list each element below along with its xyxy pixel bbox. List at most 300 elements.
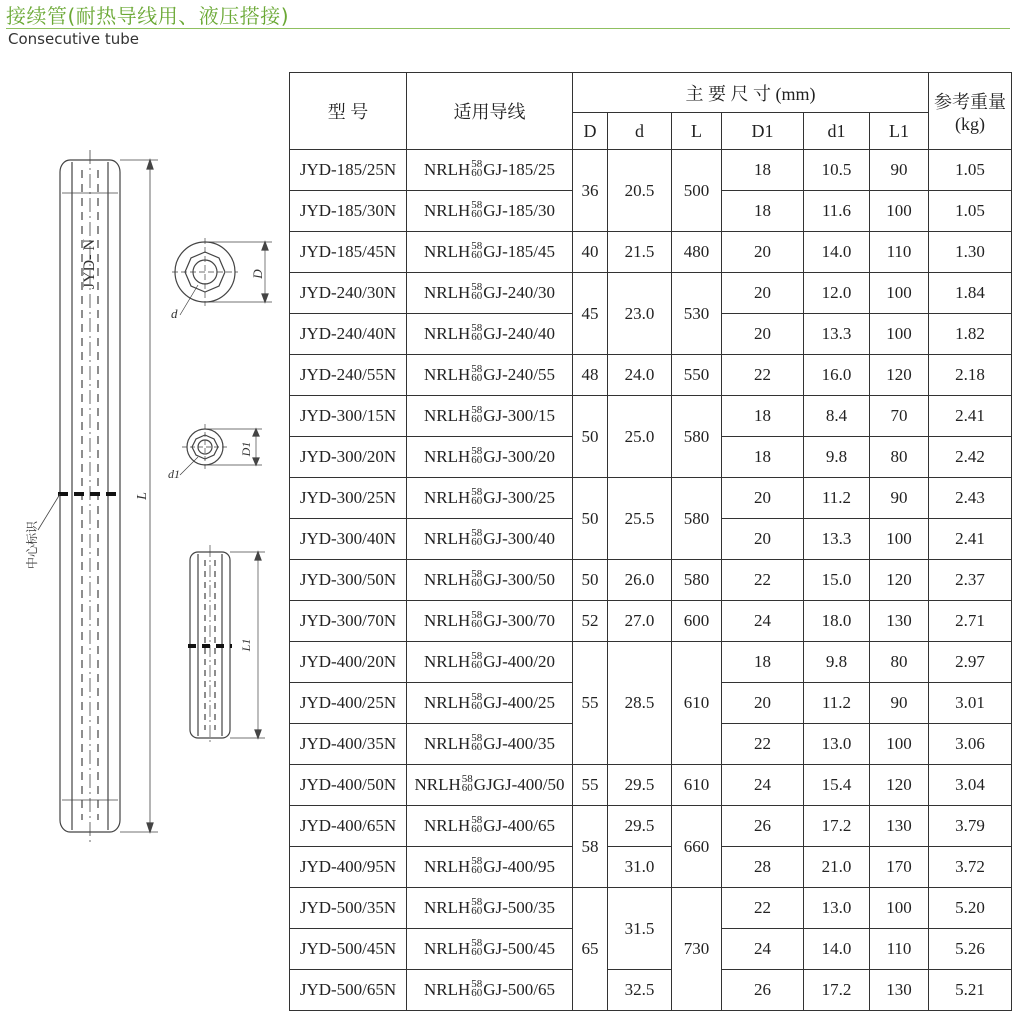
L-cell: 610 [672, 765, 722, 806]
d1-cell: 10.5 [804, 150, 870, 191]
conductor-prefix: NRLH [423, 938, 471, 958]
L1-cell: 100 [870, 273, 929, 314]
table-row [290, 232, 1012, 273]
conductor-cell [407, 191, 573, 232]
header-D1: D1 [722, 113, 804, 150]
header-L1: L1 [870, 113, 929, 150]
model-cell: JYD-400/65N [290, 806, 407, 847]
conductor-sub: 60 [471, 413, 483, 426]
D1-cell: 22 [722, 355, 804, 396]
conductor-sup: 58 [471, 896, 483, 909]
conductor-suffix: GJ-400/25 [483, 692, 556, 712]
conductor-suffix: GJ-400/65 [483, 815, 556, 835]
conductor-prefix: NRLH [423, 159, 471, 179]
header-weight-unit: (kg) [955, 113, 985, 134]
L1-cell: 100 [870, 519, 929, 560]
conductor-sup: 58 [471, 240, 483, 253]
conductor-prefix: NRLH [423, 323, 471, 343]
conductor-suffix: GJ-400/20 [483, 651, 556, 671]
d-cell: 29.5 [608, 765, 672, 806]
weight-cell: 1.82 [929, 314, 1012, 355]
conductor-cell [407, 150, 573, 191]
conductor-sup: 58 [471, 281, 483, 294]
D-cell: 36 [573, 150, 608, 232]
conductor-prefix: NRLH [423, 364, 471, 384]
model-cell: JYD-500/45N [290, 929, 407, 970]
conductor-temp-fraction [471, 611, 482, 629]
model-cell: JYD-240/55N [290, 355, 407, 396]
d-cell: 26.0 [608, 560, 672, 601]
conductor-prefix: NRLH [423, 651, 471, 671]
D1-cell: 18 [722, 150, 804, 191]
model-cell: JYD-500/65N [290, 970, 407, 1011]
header-conductor: 适用导线 [407, 73, 573, 150]
conductor-cell [407, 683, 573, 724]
L1-cell: 100 [870, 724, 929, 765]
conductor-temp-fraction [471, 570, 482, 588]
conductor-suffix: GJ-300/70 [483, 610, 556, 630]
d-cell: 25.5 [608, 478, 672, 560]
conductor-prefix: NRLH [423, 897, 471, 917]
conductor-cell [407, 642, 573, 683]
L-cell: 610 [672, 642, 722, 765]
conductor-sup: 58 [471, 814, 483, 827]
weight-cell: 1.30 [929, 232, 1012, 273]
d1-cell: 16.0 [804, 355, 870, 396]
D1-cell: 22 [722, 724, 804, 765]
conductor-temp-fraction [471, 283, 482, 301]
conductor-cell [407, 888, 573, 929]
d1-cell: 9.8 [804, 642, 870, 683]
conductor-temp-fraction [462, 775, 473, 793]
conductor-cell [407, 601, 573, 642]
conductor-prefix: NRLH [423, 200, 471, 220]
d1-cell: 18.0 [804, 601, 870, 642]
conductor-cell [407, 519, 573, 560]
conductor-prefix: NRLH [423, 241, 471, 261]
conductor-sup: 58 [471, 937, 483, 950]
D1-cell: 26 [722, 970, 804, 1011]
conductor-cell [407, 314, 573, 355]
header-main-dims: 主 要 尺 寸 (mm) [573, 73, 929, 113]
model-cell: JYD-185/45N [290, 232, 407, 273]
D1-cell: 20 [722, 478, 804, 519]
header-d1: d1 [804, 113, 870, 150]
d-cell: 31.5 [608, 888, 672, 970]
header-weight-label: 参考重量 [934, 91, 1006, 112]
conductor-prefix: NRLH [414, 774, 461, 794]
d1-cell: 9.8 [804, 437, 870, 478]
conductor-temp-fraction [471, 242, 482, 260]
conductor-sup: 58 [471, 978, 483, 991]
table-row [290, 888, 1012, 929]
conductor-sup: 58 [471, 732, 483, 745]
conductor-cell [407, 806, 573, 847]
conductor-sup: 58 [471, 527, 483, 540]
conductor-sub: 60 [471, 659, 483, 672]
conductor-temp-fraction [471, 693, 482, 711]
conductor-prefix: NRLH [423, 815, 471, 835]
L-cell: 730 [672, 888, 722, 1011]
weight-cell: 2.43 [929, 478, 1012, 519]
conductor-temp-fraction [471, 939, 482, 957]
page-subtitle: Consecutive tube [8, 30, 140, 48]
conductor-prefix: NRLH [423, 979, 471, 999]
conductor-sub: 60 [471, 741, 483, 754]
d-cell: 21.5 [608, 232, 672, 273]
conductor-temp-fraction [471, 898, 482, 916]
conductor-suffix: GJ-185/45 [483, 241, 556, 261]
conductor-sub: 60 [471, 495, 483, 508]
conductor-prefix: NRLH [423, 487, 471, 507]
conductor-suffix: GJGJ-400/50 [473, 774, 565, 794]
conductor-suffix: GJ-400/35 [483, 733, 556, 753]
d-cell: 27.0 [608, 601, 672, 642]
spec-table [289, 72, 1012, 1011]
conductor-sup: 58 [471, 404, 483, 417]
D1-cell: 24 [722, 765, 804, 806]
D1-cell: 26 [722, 806, 804, 847]
conductor-temp-fraction [471, 529, 482, 547]
conductor-prefix: NRLH [423, 610, 471, 630]
d1-cell: 8.4 [804, 396, 870, 437]
D1-cell: 20 [722, 683, 804, 724]
d1-cell: 13.3 [804, 519, 870, 560]
conductor-prefix: NRLH [423, 282, 471, 302]
conductor-cell [407, 273, 573, 314]
conductor-cell [407, 970, 573, 1011]
weight-cell: 1.05 [929, 150, 1012, 191]
conductor-sub: 60 [471, 454, 483, 467]
model-cell: JYD-400/50N [290, 765, 407, 806]
weight-cell: 3.04 [929, 765, 1012, 806]
conductor-cell [407, 232, 573, 273]
D-cell: 55 [573, 765, 608, 806]
weight-cell: 2.71 [929, 601, 1012, 642]
conductor-prefix: NRLH [423, 446, 471, 466]
conductor-cell [407, 478, 573, 519]
conductor-suffix: GJ-185/30 [483, 200, 556, 220]
conductor-temp-fraction [471, 488, 482, 506]
model-cell: JYD-400/95N [290, 847, 407, 888]
L1-cell: 110 [870, 232, 929, 273]
D1-cell: 22 [722, 888, 804, 929]
L-cell: 580 [672, 396, 722, 478]
conductor-temp-fraction [471, 652, 482, 670]
conductor-cell [407, 929, 573, 970]
header-d: d [608, 113, 672, 150]
d1-cell: 13.0 [804, 888, 870, 929]
table-row [290, 847, 1012, 888]
conductor-suffix: GJ-300/20 [483, 446, 556, 466]
weight-cell: 1.84 [929, 273, 1012, 314]
model-cell: JYD-240/40N [290, 314, 407, 355]
conductor-sub: 60 [471, 823, 483, 836]
D1-cell: 20 [722, 314, 804, 355]
conductor-suffix: GJ-500/35 [483, 897, 556, 917]
dim-d1-label: d1 [168, 467, 180, 481]
d-cell: 32.5 [608, 970, 672, 1011]
D-cell: 50 [573, 560, 608, 601]
conductor-cell [407, 437, 573, 478]
conductor-temp-fraction [471, 365, 482, 383]
header-weight [929, 73, 1012, 150]
L1-cell: 100 [870, 888, 929, 929]
D-cell: 52 [573, 601, 608, 642]
conductor-sub: 60 [471, 536, 483, 549]
L-cell: 580 [672, 478, 722, 560]
conductor-suffix: GJ-300/25 [483, 487, 556, 507]
d-cell: 31.0 [608, 847, 672, 888]
d1-cell: 14.0 [804, 232, 870, 273]
header-D: D [573, 113, 608, 150]
table-row [290, 642, 1012, 683]
L-cell: 500 [672, 150, 722, 232]
dim-d-label: d [171, 306, 178, 321]
D1-cell: 18 [722, 437, 804, 478]
conductor-suffix: GJ-300/50 [483, 569, 556, 589]
short-tube-drawing [188, 545, 265, 745]
conductor-suffix: GJ-300/15 [483, 405, 556, 425]
center-mark-label: 中心标识 [25, 520, 39, 570]
weight-cell: 3.79 [929, 806, 1012, 847]
d1-cell: 13.0 [804, 724, 870, 765]
conductor-sub: 60 [471, 290, 483, 303]
conductor-temp-fraction [471, 406, 482, 424]
table-row [290, 355, 1012, 396]
model-cell: JYD-300/70N [290, 601, 407, 642]
conductor-suffix: GJ-300/40 [483, 528, 556, 548]
conductor-sub: 60 [471, 208, 483, 221]
L-cell: 550 [672, 355, 722, 396]
weight-cell: 1.05 [929, 191, 1012, 232]
D-cell: 50 [573, 396, 608, 478]
conductor-temp-fraction [471, 324, 482, 342]
D1-cell: 20 [722, 519, 804, 560]
conductor-sub: 60 [471, 864, 483, 877]
D-cell: 48 [573, 355, 608, 396]
d1-cell: 12.0 [804, 273, 870, 314]
D1-cell: 18 [722, 191, 804, 232]
conductor-temp-fraction [471, 816, 482, 834]
weight-cell: 5.20 [929, 888, 1012, 929]
conductor-temp-fraction [471, 201, 482, 219]
weight-cell: 2.42 [929, 437, 1012, 478]
d1-cell: 17.2 [804, 970, 870, 1011]
D-cell: 65 [573, 888, 608, 1011]
D1-cell: 22 [722, 560, 804, 601]
D1-cell: 24 [722, 929, 804, 970]
d-cell: 20.5 [608, 150, 672, 232]
model-cell: JYD-400/20N [290, 642, 407, 683]
weight-cell: 3.72 [929, 847, 1012, 888]
model-cell: JYD-240/30N [290, 273, 407, 314]
model-cell: JYD-400/25N [290, 683, 407, 724]
conductor-suffix: GJ-400/95 [483, 856, 556, 876]
D1-cell: 18 [722, 642, 804, 683]
conductor-sub: 60 [471, 987, 483, 1000]
table-row [290, 560, 1012, 601]
D1-cell: 24 [722, 601, 804, 642]
d1-cell: 11.2 [804, 478, 870, 519]
model-cell: JYD-185/25N [290, 150, 407, 191]
conductor-suffix: GJ-240/40 [483, 323, 556, 343]
D1-cell: 18 [722, 396, 804, 437]
L1-cell: 80 [870, 437, 929, 478]
page-title: 接续管(耐热导线用、液压搭接) [6, 4, 290, 28]
table-row [290, 765, 1012, 806]
D-cell: 40 [573, 232, 608, 273]
conductor-sup: 58 [471, 322, 483, 335]
conductor-sup: 58 [471, 568, 483, 581]
L1-cell: 120 [870, 355, 929, 396]
model-cell: JYD-185/30N [290, 191, 407, 232]
conductor-sub: 60 [471, 946, 483, 959]
conductor-suffix: GJ-500/65 [483, 979, 556, 999]
conductor-sub: 60 [471, 372, 483, 385]
conductor-cell [407, 396, 573, 437]
d1-cell: 11.6 [804, 191, 870, 232]
conductor-sub: 60 [471, 700, 483, 713]
conductor-suffix: GJ-185/25 [483, 159, 556, 179]
weight-cell: 5.26 [929, 929, 1012, 970]
d1-cell: 13.3 [804, 314, 870, 355]
model-cell: JYD-300/50N [290, 560, 407, 601]
conductor-sup: 58 [471, 445, 483, 458]
conductor-cell [407, 560, 573, 601]
conductor-temp-fraction [471, 857, 482, 875]
d1-cell: 17.2 [804, 806, 870, 847]
conductor-prefix: NRLH [423, 692, 471, 712]
conductor-prefix: NRLH [423, 528, 471, 548]
conductor-cell [407, 847, 573, 888]
conductor-sup: 58 [471, 609, 483, 622]
table-row [290, 150, 1012, 191]
weight-cell: 2.37 [929, 560, 1012, 601]
conductor-sub: 60 [471, 249, 483, 262]
D1-cell: 20 [722, 232, 804, 273]
conductor-cell [407, 355, 573, 396]
header-L: L [672, 113, 722, 150]
conductor-sup: 58 [471, 855, 483, 868]
table-row [290, 806, 1012, 847]
model-cell: JYD-500/35N [290, 888, 407, 929]
conductor-sup: 58 [461, 773, 473, 786]
weight-cell: 5.21 [929, 970, 1012, 1011]
weight-cell: 2.41 [929, 519, 1012, 560]
L1-cell: 80 [870, 642, 929, 683]
spec-table-body [290, 150, 1012, 1011]
d-cell: 25.0 [608, 396, 672, 478]
conductor-sub: 60 [471, 167, 483, 180]
d1-cell: 21.0 [804, 847, 870, 888]
conductor-sup: 58 [471, 199, 483, 212]
conductor-sup: 58 [471, 691, 483, 704]
d-cell: 28.5 [608, 642, 672, 765]
conductor-temp-fraction [471, 734, 482, 752]
L1-cell: 90 [870, 478, 929, 519]
table-row [290, 601, 1012, 642]
model-cell: JYD-400/35N [290, 724, 407, 765]
L1-cell: 100 [870, 191, 929, 232]
model-cell: JYD-300/25N [290, 478, 407, 519]
model-cell: JYD-300/15N [290, 396, 407, 437]
weight-cell: 2.97 [929, 642, 1012, 683]
L1-cell: 90 [870, 683, 929, 724]
conductor-sub: 60 [471, 577, 483, 590]
L1-cell: 130 [870, 806, 929, 847]
table-row [290, 273, 1012, 314]
L-cell: 530 [672, 273, 722, 355]
d-cell: 24.0 [608, 355, 672, 396]
weight-cell: 3.06 [929, 724, 1012, 765]
conductor-cell [407, 724, 573, 765]
conductor-temp-fraction [471, 447, 482, 465]
conductor-sub: 60 [461, 782, 473, 795]
D-cell: 50 [573, 478, 608, 560]
L1-cell: 90 [870, 150, 929, 191]
D-cell: 45 [573, 273, 608, 355]
conductor-sup: 58 [471, 486, 483, 499]
D1-cell: 20 [722, 273, 804, 314]
conductor-suffix: GJ-240/55 [483, 364, 556, 384]
L-cell: 480 [672, 232, 722, 273]
weight-cell: 2.41 [929, 396, 1012, 437]
table-row [290, 478, 1012, 519]
L1-cell: 110 [870, 929, 929, 970]
d-cell: 23.0 [608, 273, 672, 355]
weight-cell: 3.01 [929, 683, 1012, 724]
dim-D1-label: D1 [239, 441, 253, 457]
d1-cell: 15.0 [804, 560, 870, 601]
conductor-temp-fraction [471, 160, 482, 178]
conductor-sub: 60 [471, 905, 483, 918]
D1-cell: 28 [722, 847, 804, 888]
L1-cell: 70 [870, 396, 929, 437]
dim-D-label: D [250, 269, 265, 279]
L1-cell: 170 [870, 847, 929, 888]
conductor-suffix: GJ-500/45 [483, 938, 556, 958]
tube-mark-label: JYD- N [81, 238, 98, 290]
conductor-sup: 58 [471, 650, 483, 663]
L1-cell: 100 [870, 314, 929, 355]
conductor-prefix: NRLH [423, 405, 471, 425]
conductor-cell [407, 765, 573, 806]
conductor-prefix: NRLH [423, 733, 471, 753]
L1-cell: 120 [870, 560, 929, 601]
conductor-sub: 60 [471, 618, 483, 631]
L-cell: 600 [672, 601, 722, 642]
d1-cell: 14.0 [804, 929, 870, 970]
L1-cell: 130 [870, 970, 929, 1011]
D-cell: 58 [573, 806, 608, 888]
d-cell: 29.5 [608, 806, 672, 847]
conductor-temp-fraction [471, 980, 482, 998]
L-cell: 660 [672, 806, 722, 888]
tube-drawing [0, 0, 290, 1033]
conductor-sup: 58 [471, 158, 483, 171]
L1-cell: 120 [870, 765, 929, 806]
table-row [290, 396, 1012, 437]
conductor-sup: 58 [471, 363, 483, 376]
conductor-prefix: NRLH [423, 856, 471, 876]
weight-cell: 2.18 [929, 355, 1012, 396]
L1-cell: 130 [870, 601, 929, 642]
dim-L-label: L [135, 492, 150, 500]
model-cell: JYD-300/40N [290, 519, 407, 560]
conductor-prefix: NRLH [423, 569, 471, 589]
D-cell: 55 [573, 642, 608, 765]
